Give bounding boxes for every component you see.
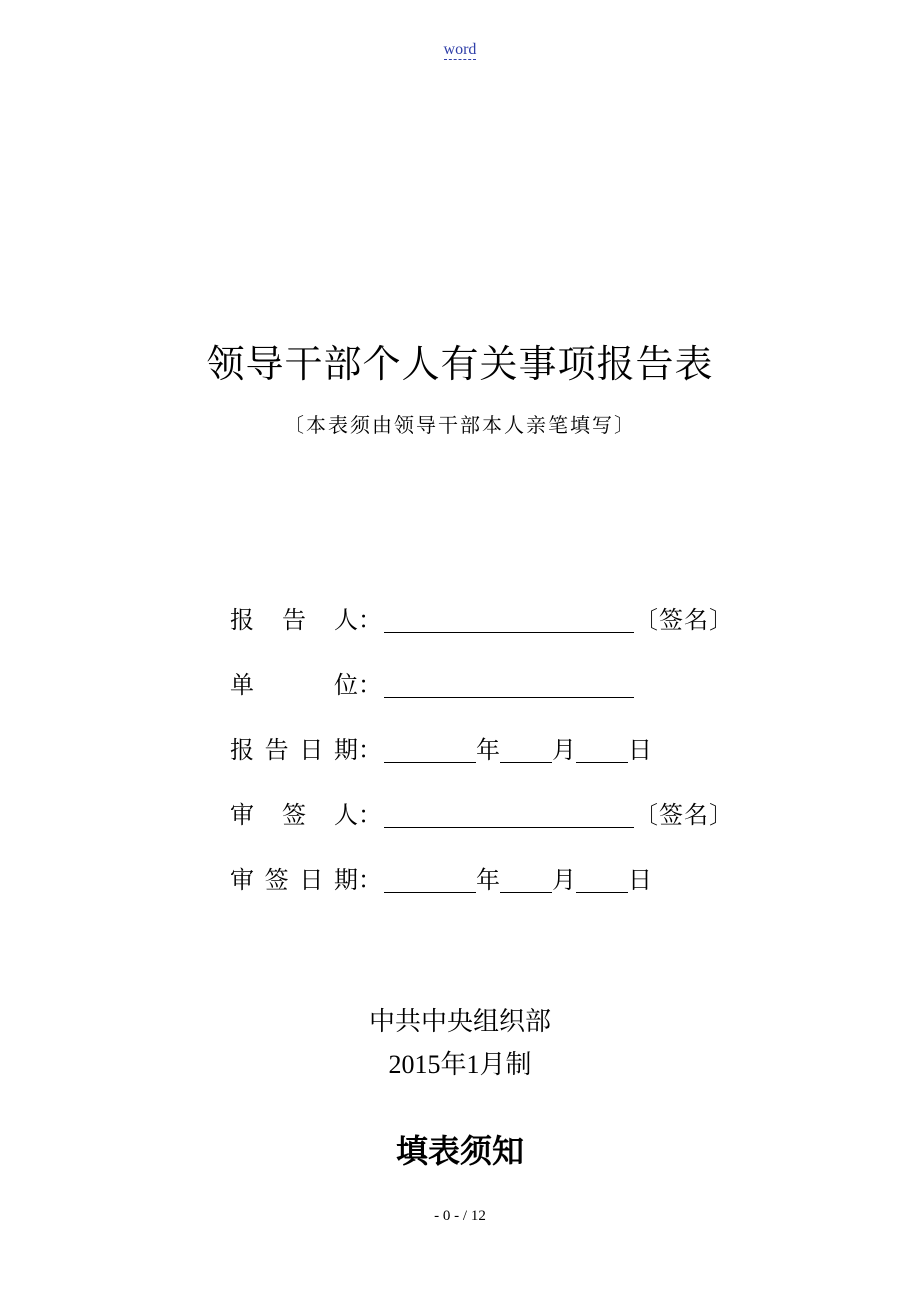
approve-date-label: 审签日期: [230, 866, 358, 894]
approve-day-unit: 日: [628, 866, 652, 894]
document-subtitle: 〔本表须由领导干部本人亲笔填写〕: [284, 413, 636, 437]
report-date-row: [230, 730, 790, 770]
unit-label: 单 位: [230, 671, 358, 699]
report-year-input-line[interactable]: [384, 732, 476, 763]
report-date-colon: ：: [358, 736, 382, 764]
issuing-organization: 中共中央组织部: [368, 1007, 551, 1037]
reporter-input-line[interactable]: [384, 602, 634, 633]
approver-colon: ：: [358, 801, 382, 829]
approve-date-colon: ：: [358, 866, 382, 894]
page-number: - 0 - / 12: [434, 1208, 486, 1224]
reporter-signature-note: 〔签名〕: [634, 606, 734, 634]
issue-date: 2015年1月制: [388, 1050, 532, 1079]
approve-day-input-line[interactable]: [576, 862, 628, 893]
report-month-input-line[interactable]: [500, 732, 552, 763]
approve-month-input-line[interactable]: [500, 862, 552, 893]
report-day-input-line[interactable]: [576, 732, 628, 763]
approve-date-row: [230, 860, 790, 900]
approve-month-unit: 月: [552, 866, 576, 894]
approver-input-line[interactable]: [384, 797, 634, 828]
approve-year-input-line[interactable]: [384, 862, 476, 893]
approver-label: 审 签 人: [230, 801, 358, 829]
approve-year-unit: 年: [476, 866, 500, 894]
report-date-label: 报告日期: [230, 736, 358, 764]
report-day-unit: 日: [628, 736, 652, 764]
unit-input-line[interactable]: [384, 667, 634, 698]
unit-row: [230, 665, 790, 705]
document-title: 领导干部个人有关事项报告表: [206, 342, 714, 386]
notice-heading: 填表须知: [395, 1132, 524, 1170]
reporter-row: [230, 600, 790, 640]
approver-row: [230, 795, 790, 835]
word-link-text[interactable]: word: [443, 41, 477, 58]
unit-colon: ：: [358, 671, 382, 699]
reporter-colon: ：: [358, 606, 382, 634]
header-word-link[interactable]: [0, 40, 920, 60]
report-month-unit: 月: [552, 736, 576, 764]
approver-signature-note: 〔签名〕: [634, 801, 734, 829]
reporter-label: 报 告 人: [230, 606, 358, 634]
report-year-unit: 年: [476, 736, 500, 764]
